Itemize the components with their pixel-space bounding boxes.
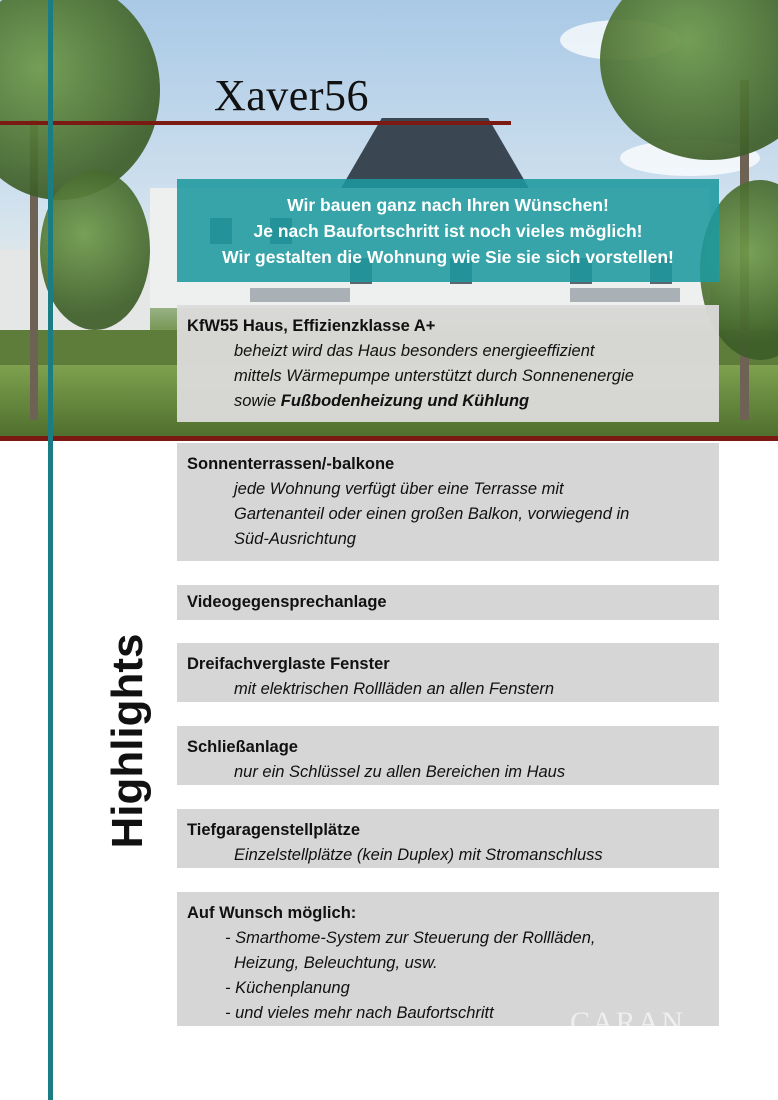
title-rule bbox=[0, 121, 511, 125]
highlight-text: Einzelstellplätze (kein Duplex) mit Stromanschluss bbox=[234, 846, 603, 864]
list-item: - und vieles mehr nach Baufortschritt bbox=[225, 1004, 494, 1022]
banner-line: Je nach Baufortschritt ist noch vieles möglich! bbox=[253, 220, 643, 241]
vertical-rule bbox=[48, 0, 53, 1100]
highlight-title: Sonnenterrassen/-balkone bbox=[187, 455, 395, 473]
divider-band bbox=[0, 436, 778, 441]
highlight-fenster bbox=[177, 643, 719, 702]
side-heading: Highlights bbox=[103, 633, 152, 849]
info-banner bbox=[177, 179, 719, 282]
page-title: Xaver56 bbox=[214, 71, 369, 120]
highlight-title: Dreifachverglaste Fenster bbox=[187, 655, 390, 673]
highlight-title: Videogegensprechanlage bbox=[187, 593, 387, 611]
highlight-schliessanlage bbox=[177, 726, 719, 785]
banner-line: Wir bauen ganz nach Ihren Wünschen! bbox=[287, 194, 609, 215]
highlight-text: jede Wohnung verfügt über eine Terrasse mit bbox=[234, 480, 564, 498]
highlight-text-bold: Fußbodenheizung und Kühlung bbox=[280, 392, 530, 410]
highlight-text: beheizt wird das Haus besonders energieeffizient bbox=[234, 342, 595, 360]
highlight-text bbox=[187, 389, 709, 414]
banner-line: Wir gestalten die Wohnung wie Sie sie sich vorstellen! bbox=[222, 246, 674, 267]
highlight-kfw bbox=[177, 305, 719, 422]
highlight-title: Schließanlage bbox=[187, 738, 298, 756]
highlight-text: Süd-Ausrichtung bbox=[234, 530, 356, 548]
list-item: - Smarthome-System zur Steuerung der Rollläden, bbox=[225, 929, 596, 947]
highlight-terrassen bbox=[177, 443, 719, 561]
highlight-text: mittels Wärmepumpe unterstützt durch Sonnenenergie bbox=[234, 367, 634, 385]
list-item-continued: Heizung, Beleuchtung, usw. bbox=[234, 954, 438, 972]
highlight-text: Gartenanteil oder einen großen Balkon, vorwiegend in bbox=[234, 505, 630, 523]
highlight-title: Auf Wunsch möglich: bbox=[187, 904, 357, 922]
highlight-text: nur ein Schlüssel zu allen Bereichen im Haus bbox=[234, 763, 566, 781]
highlight-tiefgarage bbox=[177, 809, 719, 868]
list-item: - Küchenplanung bbox=[225, 979, 350, 997]
highlight-title: KfW55 Haus, Effizienzklasse A+ bbox=[187, 317, 436, 335]
highlight-video bbox=[177, 585, 719, 620]
highlight-title: Tiefgaragenstellplätze bbox=[187, 821, 361, 839]
highlight-text-prefix: sowie bbox=[234, 392, 281, 410]
highlight-text: mit elektrischen Rollläden an allen Fenstern bbox=[234, 680, 555, 698]
watermark: CARAN bbox=[570, 1006, 686, 1039]
